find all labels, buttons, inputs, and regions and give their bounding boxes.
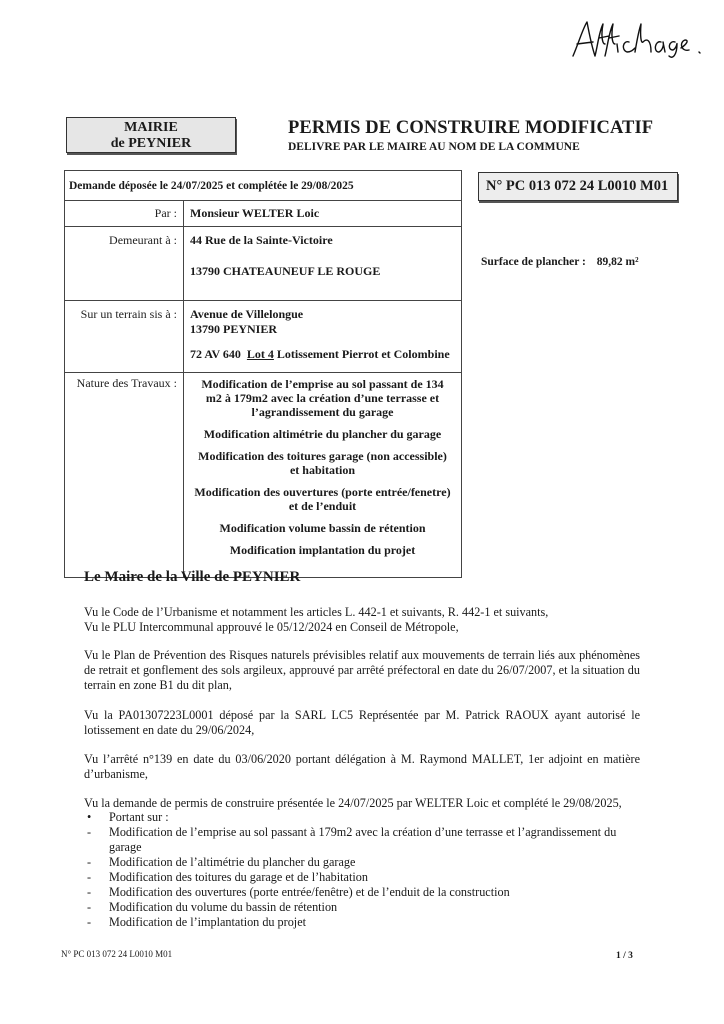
demande-dates: Demande déposée le 24/07/2025 et complétée le 29/08/2025 xyxy=(65,171,462,201)
travaux-item: Modification des ouvertures (porte entrée/fenetre) et de l’enduit xyxy=(194,485,451,513)
list-item xyxy=(84,900,644,915)
paragraph-demande: Vu la demande de permis de construire présentée le 24/07/2025 par WELTER Loic et complété le 29/08/2025, xyxy=(84,796,622,810)
table-row-par xyxy=(65,201,462,227)
travaux-item: Modification des toitures garage (non accessible) et habitation xyxy=(198,449,447,477)
surface-value: 89,82 m² xyxy=(596,256,639,268)
dash-marker: - xyxy=(87,885,92,899)
dash-marker: - xyxy=(87,915,92,929)
handwritten-affichage-annotation xyxy=(565,14,715,64)
document-subtitle: DELIVRE PAR LE MAIRE AU NOM DE LA COMMUNE xyxy=(288,141,580,153)
travaux-item: Modification implantation du projet xyxy=(229,543,416,557)
terrain-line1: Avenue de Villelongue xyxy=(190,307,304,321)
list-item xyxy=(84,825,644,855)
applicant-address xyxy=(184,227,462,301)
bullet-marker: • xyxy=(87,810,92,824)
travaux-label: Nature des Travaux : xyxy=(65,373,184,578)
travaux-item: Modification altimétrie du plancher du garage xyxy=(203,427,442,441)
parcel-ref: 72 AV 640 xyxy=(190,347,241,361)
address-line2: 13790 CHATEAUNEUF LE ROUGE xyxy=(190,264,381,278)
terrain-address xyxy=(184,301,462,373)
vu-code-urbanisme: Vu le Code de l’Urbanisme et notamment les articles L. 442-1 et suivants, R. 442-1 et suivants, xyxy=(84,605,549,619)
maire-heading: Le Maire de la Ville de PEYNIER xyxy=(84,569,301,585)
mairie-line2: de PEYNIER xyxy=(110,136,192,151)
terrain-label: Sur un terrain sis à : xyxy=(65,301,184,373)
list-item xyxy=(84,885,644,900)
terrain-parcel-line xyxy=(190,347,461,362)
permit-number-box: N° PC 013 072 24 L0010 M01 xyxy=(478,172,678,201)
travaux-list xyxy=(184,373,462,578)
travaux-item: Modification volume bassin de rétention xyxy=(219,521,426,535)
paragraph-code-urbanisme xyxy=(84,605,640,635)
mairie-line1: MAIRIE xyxy=(124,120,178,135)
handwriting-scribble-icon xyxy=(565,14,715,64)
surface-label: Surface de plancher : xyxy=(481,256,586,268)
vu-plu: Vu le PLU Intercommunal approuvé le 05/12/2024 en Conseil de Métropole, xyxy=(84,620,459,634)
dash-marker: - xyxy=(87,855,92,869)
footer-reference: N° PC 013 072 24 L0010 M01 xyxy=(61,949,173,959)
paragraph-pprn: Vu le Plan de Prévention des Risques naturels prévisibles relatif aux mouvements de terrain liés aux phénomènes de retrait et gonflement des sols argileux, approuvé par arrêté préfectoral en date du 26/07/2007, et la situation du terrain en zone B1 du dit plan, xyxy=(84,648,640,692)
list-item-text: Modification des toitures du garage et de l’habitation xyxy=(109,870,368,884)
par-label: Par : xyxy=(65,201,184,227)
paragraph-lotissement: Vu la PA01307223L0001 déposé par la SARL LC5 Représentée par M. Patrick RAOUX ayant autorisé le lotissement en date du 29/06/2024, xyxy=(84,708,640,737)
list-item xyxy=(84,870,644,885)
dash-marker: - xyxy=(87,900,92,914)
list-item-text: Modification de l’implantation du projet xyxy=(109,915,306,929)
address-line1: 44 Rue de la Sainte-Victoire xyxy=(190,233,333,247)
document-title: PERMIS DE CONSTRUIRE MODIFICATIF xyxy=(288,118,654,138)
applicant-name: Monsieur WELTER Loic xyxy=(184,201,462,227)
lotissement-name: Lotissement Pierrot et Colombine xyxy=(276,347,450,361)
list-item-text: Modification des ouvertures (porte entrée/fenêtre) et de l’enduit de la construction xyxy=(109,885,510,899)
table-row-demeurant xyxy=(65,227,462,301)
demeurant-label: Demeurant à : xyxy=(65,227,184,301)
list-item-text: Portant sur : xyxy=(109,810,169,824)
dash-marker: - xyxy=(87,870,92,884)
table-row-terrain xyxy=(65,301,462,373)
list-item xyxy=(84,810,644,825)
list-item xyxy=(84,855,644,870)
list-item-text: Modification de l’altimétrie du plancher du garage xyxy=(109,855,356,869)
surface-plancher xyxy=(481,256,639,268)
lot-number: Lot 4 xyxy=(246,347,274,361)
modifications-list xyxy=(84,810,644,930)
paragraph-delegation: Vu l’arrêté n°139 en date du 03/06/2020 portant délégation à M. Raymond MALLET, 1er adjoint en matière d’urbanisme, xyxy=(84,752,640,781)
table-row-demande xyxy=(65,171,462,201)
terrain-line2: 13790 PEYNIER xyxy=(190,322,278,336)
table-row-travaux xyxy=(65,373,462,578)
travaux-item: Modification de l’emprise au sol passant de 134 m2 à 179m2 avec la création d’une terrasse et l’agrandissement du garage xyxy=(201,377,444,419)
dash-marker: - xyxy=(87,825,92,839)
page-number: 1 / 3 xyxy=(616,951,633,961)
mairie-box xyxy=(66,117,236,153)
list-item xyxy=(84,915,644,930)
list-item-text: Modification du volume du bassin de rétention xyxy=(109,900,338,914)
permit-info-table xyxy=(64,170,462,578)
list-item-text: Modification de l’emprise au sol passant à 179m2 avec la création d’une terrasse et l’agrandissement du garage xyxy=(109,825,617,854)
